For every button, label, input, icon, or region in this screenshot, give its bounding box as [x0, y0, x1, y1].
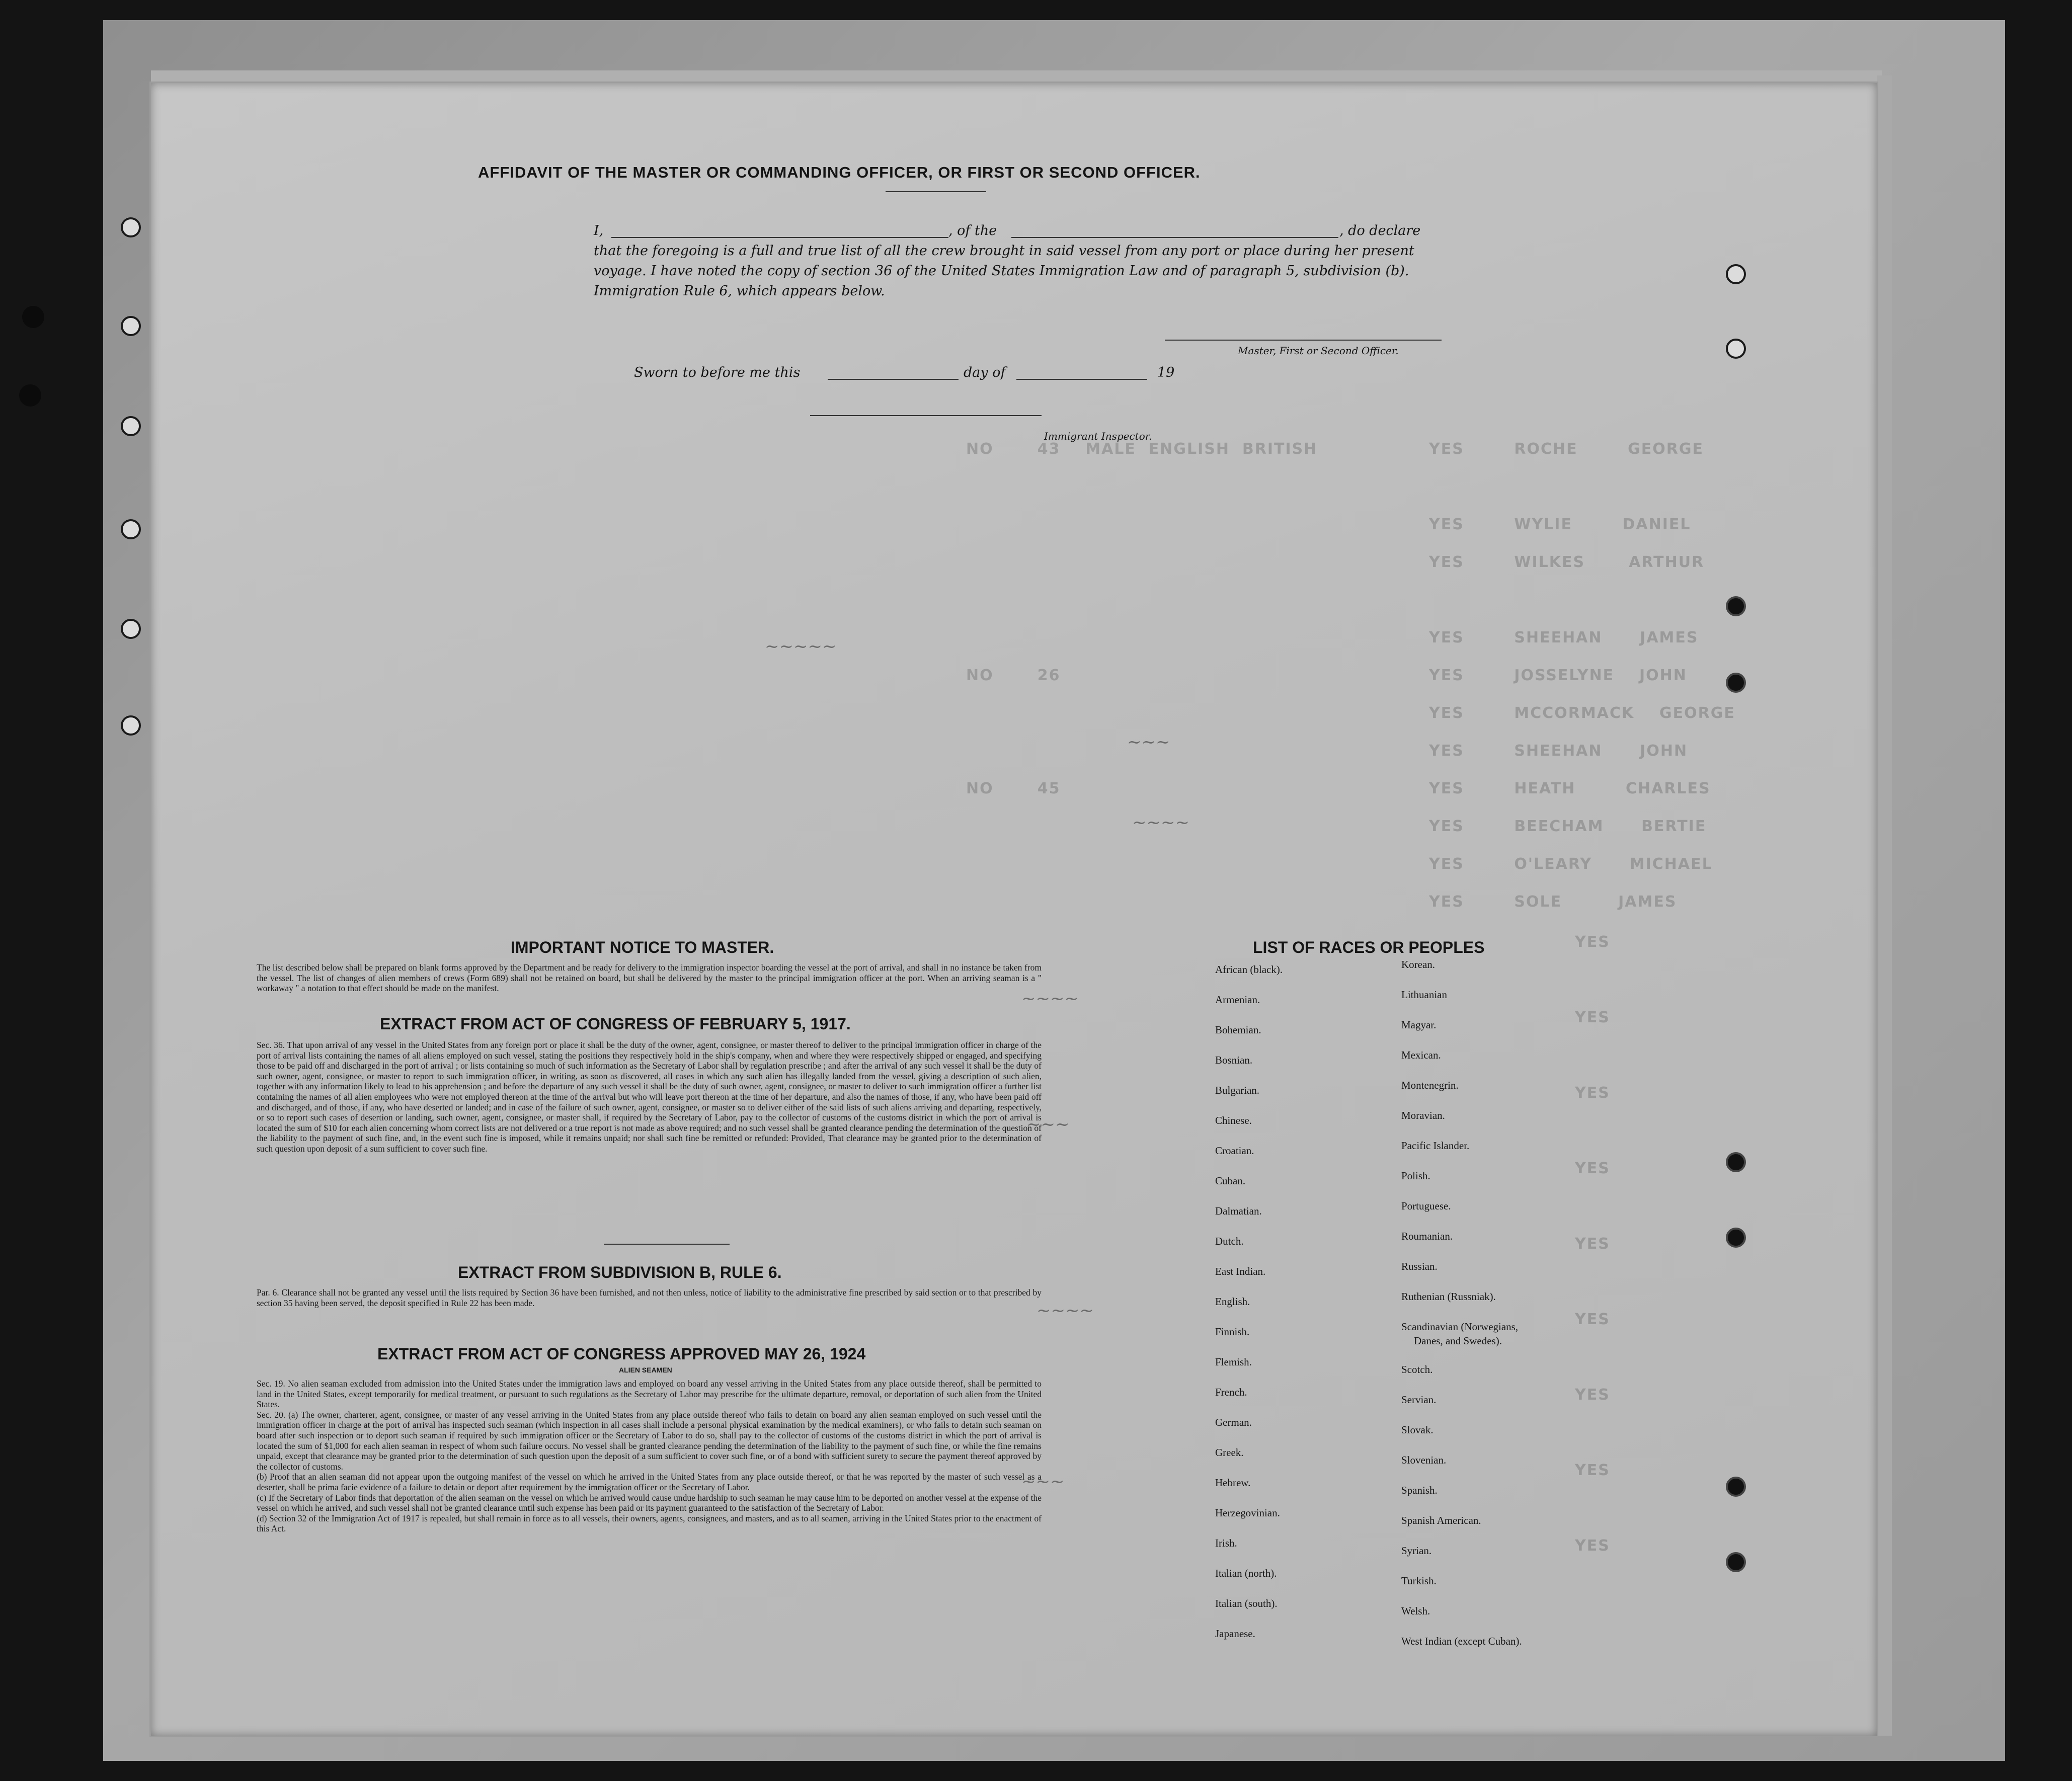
- binder-punch-2: [19, 384, 41, 407]
- bleed-through-text: NO 43 MALE ENGLISH BRITISH: [966, 440, 1318, 458]
- sworn-month-field[interactable]: [1016, 379, 1147, 380]
- races-title: LIST OF RACES OR PEOPLES: [1253, 938, 1485, 956]
- handwritten-mark: ~~~: [1021, 1472, 1065, 1492]
- race-item: Greek.: [1215, 1446, 1244, 1459]
- race-item: Mexican.: [1401, 1049, 1441, 1061]
- section-rule: [604, 1244, 730, 1245]
- act-1924-subtitle: ALIEN SEAMEN: [619, 1366, 672, 1374]
- act-1917-text: Sec. 36. That upon arrival of any vessel in the United States from any foreign port or place it shall be the duty of the owner, agent, consignee, or master thereof to deliver to the principal immigration officer in charge of the port of arrival lists containing the names of all aliens employed on such vessel, stating the positions they respectively hold in the ship's company, when and where they were respectively shipped or engaged, and specifying those to be paid off and discharged in the port of arrival ; or lists containing so much of such information as the Secretary of Labor shall by regulation prescribe ; and after the arrival of any such vessel it shall be the duty of such owner, agent, consignee, or master to report to such immigration officer, in writing, as soon as discovered, all cases in which any such alien has illegally landed from the vessel, giving a description of such alien, together with any information likely to lead to his apprehension ; and before the departure of any such vessel it shall be the duty of such owner, agent, consignee, or master to deliver to such immigration officer a further list containing the names of all alien employees who were not employed thereon at the time of the arrival but who will leave port thereon at the time of her departure, and also the names of those, if any, who have been paid off and discharged, and of those, if any, who have deserted or landed; and in case of the failure of such owner, agent, consignee, or master so to deliver either of the said lists of such aliens arriving and departing, respectively, or so to report such cases of desertion or landing, such owner, agent, consignee, or master shall, if required by the Secretary of Labor, pay to the collector of customs of the customs district in which the port of arrival is located the sum of $10 for each alien concerning whom correct lists are not delivered or a true report is not made as above required; and no such vessel shall be granted clearance pending the determination of the question of the liability to the payment of such fine, and, in the event such fine is imposed, while it remains unpaid; nor shall such fine be remitted or refunded: Provided, That clearance may be granted prior to the determination of such question upon deposit of a sum sufficient to cover such fine.: [257, 1040, 1042, 1154]
- bleed-through-text: YES: [1575, 1386, 1610, 1404]
- act-1917-title: EXTRACT FROM ACT OF CONGRESS OF FEBRUARY 5, 1917.: [380, 1015, 851, 1033]
- page-hole-left-5: [121, 619, 141, 639]
- act-1924-text: [257, 1379, 1042, 1534]
- race-item: Roumanian.: [1401, 1230, 1453, 1242]
- page-hole-left-1: [121, 217, 141, 237]
- race-item: Russian.: [1401, 1260, 1438, 1272]
- page-hole-right-2: [1726, 339, 1746, 359]
- bleed-through-text: YES: [1575, 1160, 1610, 1177]
- race-item: Korean.: [1401, 958, 1436, 970]
- day-of-label: day of: [964, 365, 1006, 380]
- race-item: Bulgarian.: [1215, 1084, 1260, 1096]
- inspector-label: Immigrant Inspector.: [1044, 430, 1152, 442]
- race-item: Cuban.: [1215, 1175, 1246, 1187]
- race-item: Spanish American.: [1401, 1514, 1481, 1526]
- race-item: Bohemian.: [1215, 1024, 1261, 1036]
- race-item: Armenian.: [1215, 994, 1260, 1006]
- bleed-through-text: YES: [1575, 1462, 1610, 1479]
- year-label: 19: [1157, 365, 1175, 380]
- handwritten-mark: ~~~~: [1037, 1301, 1094, 1321]
- race-item: German.: [1215, 1416, 1252, 1428]
- race-item: Chinese.: [1215, 1114, 1252, 1126]
- bleed-through-text: YES SHEEHAN JOHN: [1429, 742, 1688, 760]
- bleed-through-text: YES: [1575, 1084, 1610, 1102]
- bleed-through-text: YES: [1575, 933, 1610, 951]
- officer-name-field[interactable]: [611, 237, 948, 238]
- race-item: Irish.: [1215, 1537, 1237, 1549]
- bleed-through-text: YES: [1575, 1009, 1610, 1026]
- affidavit-do-declare: , do declare: [1339, 223, 1421, 238]
- page-hole-left-4: [121, 519, 141, 539]
- race-item: Finnish.: [1215, 1326, 1250, 1338]
- race-item: Turkish.: [1401, 1575, 1437, 1587]
- act-1924-sec-19: Sec. 19. No alien seaman excluded from admission into the United States under the immigration laws and employed on board any vessel arriving in the United States from any place outside thereof, shall be permitted to land in the United States, except temporarily for medical treatment, or pursuant to such regulations as the Secretary of Labor may prescribe for the ultimate departure, removal, or deportation of such alien from the United States.: [257, 1379, 1042, 1410]
- bleed-through-text: YES HEATH CHARLES: [1429, 780, 1711, 797]
- race-item: Montenegrin.: [1401, 1079, 1459, 1091]
- race-item: Flemish.: [1215, 1356, 1252, 1368]
- race-item: Herzegovinian.: [1215, 1507, 1280, 1519]
- handwritten-mark: ~~~~~: [765, 636, 837, 657]
- race-item: Hebrew.: [1215, 1477, 1251, 1489]
- race-item: Welsh.: [1401, 1605, 1430, 1617]
- notice-title: IMPORTANT NOTICE TO MASTER.: [511, 938, 774, 956]
- affidavit-line-4: Immigration Rule 6, which appears below.: [594, 283, 885, 299]
- act-1924-sec-20a: Sec. 20. (a) The owner, charterer, agent, consignee, or master of any vessel arriving in the United States from any place outside thereof who fails to detain on board any alien seaman employed on such vessel until the immigration officer in charge at the port of arrival has inspected such seaman (which inspection in all cases shall include a personal physical examination by the medical examiners), or who fails to detain such seaman on board after such inspection or to deport such seaman if required by such immigration officer or the Secretary of Labor to do so, shall pay to the collector of customs of the customs district in which the port of arrival is located the sum of $1,000 for each alien seaman in respect of whom such failure occurs. No vessel shall be granted clearance pending the determination of the liability to the payment of such fine, or while the fine remains unpaid, except that clearance may be granted prior to the determination of such question upon the deposit of a sum sufficient to cover such fine, or of a bond with sufficient surety to secure the payment thereof approved by the collector of customs.: [257, 1409, 1042, 1472]
- handwritten-mark: ~~~: [1026, 1114, 1070, 1135]
- race-item: Pacific Islander.: [1401, 1140, 1470, 1152]
- bleed-through-text: YES JOSSELYNE JOHN: [1429, 667, 1687, 684]
- race-item: French.: [1215, 1386, 1247, 1398]
- sworn-label: Sworn to before me this: [634, 365, 801, 380]
- race-item: Bosnian.: [1215, 1054, 1253, 1066]
- inspector-signature-line[interactable]: [810, 415, 1042, 416]
- race-item: Japanese.: [1215, 1628, 1255, 1640]
- race-item: Ruthenian (Russniak).: [1401, 1290, 1496, 1303]
- race-item: Spanish.: [1401, 1484, 1438, 1496]
- page-hole-right-1: [1726, 264, 1746, 284]
- race-item: Moravian.: [1401, 1109, 1445, 1121]
- bleed-through-text: YES: [1575, 1311, 1610, 1328]
- page-hole-right-7: [1726, 1477, 1746, 1497]
- affidavit-line-2: that the foregoing is a full and true list of all the crew brought in said vessel from any port or place during her present: [594, 243, 1414, 259]
- page-hole-right-6: [1726, 1228, 1746, 1248]
- act-1924-sec-20d: (d) Section 32 of the Immigration Act of 1917 is repealed, but shall remain in force as to all vessels, their owners, agents, consignees, and masters, and as to all seamen, arriving in the United States prior to the enactment of this Act.: [257, 1513, 1042, 1534]
- bleed-through-text: NO 45: [966, 780, 1061, 797]
- page-hole-left-6: [121, 715, 141, 736]
- race-item: Italian (north).: [1215, 1567, 1277, 1579]
- master-signature-line[interactable]: [1165, 340, 1442, 341]
- page-hole-right-3: [1726, 596, 1746, 616]
- race-item: East Indian.: [1215, 1265, 1266, 1277]
- race-item: Slovak.: [1401, 1424, 1433, 1436]
- handwritten-mark: ~~~~: [1021, 989, 1079, 1009]
- manifest-page: [151, 83, 1877, 1736]
- race-item: West Indian (except Cuban).: [1401, 1635, 1522, 1647]
- rule-6-text: Par. 6. Clearance shall not be granted any vessel until the lists required by Section 36 have been furnished, and not then unless, notice of liability to the administrative fine prescribed by said section or to that prescribed by section 35 having been served, the deposit specified in Rule 22 has been made.: [257, 1287, 1042, 1308]
- race-item: Croatian.: [1215, 1145, 1254, 1157]
- master-signature-label: Master, First or Second Officer.: [1238, 345, 1399, 357]
- race-item: Danes, and Swedes).: [1414, 1335, 1502, 1347]
- rule-6-title: EXTRACT FROM SUBDIVISION B, RULE 6.: [458, 1263, 782, 1281]
- bleed-through-text: YES MCCORMACK GEORGE: [1429, 704, 1735, 722]
- race-item: English.: [1215, 1296, 1250, 1308]
- binder-punch-1: [22, 306, 44, 328]
- bleed-through-text: NO 26: [966, 667, 1061, 684]
- bleed-through-text: YES WYLIE DANIEL: [1429, 516, 1691, 533]
- bleed-through-text: YES SOLE JAMES: [1429, 893, 1677, 911]
- handwritten-mark: ~~~~: [1132, 813, 1189, 833]
- bleed-through-text: YES: [1575, 1235, 1610, 1253]
- bleed-through-text: YES SHEEHAN JAMES: [1429, 629, 1699, 646]
- act-1924-sec-20c: (c) If the Secretary of Labor finds that deportation of the alien seaman on the vessel on which he arrived would cause undue hardship to such seaman he may cause him to be deported on another vessel at the expense of the vessel on which he arrived, and such vessel shall not be granted clearance until such expense has been paid or its payment guaranteed to the satisfaction of the Secretary of Labor.: [257, 1492, 1042, 1513]
- race-item: Scandinavian (Norwegians,: [1401, 1321, 1519, 1333]
- race-item: Slovenian.: [1401, 1454, 1447, 1466]
- vessel-name-field[interactable]: [1011, 237, 1338, 238]
- sworn-day-field[interactable]: [828, 379, 959, 380]
- bleed-through-text: YES BEECHAM BERTIE: [1429, 818, 1707, 835]
- race-item: Dutch.: [1215, 1235, 1244, 1247]
- title-rule: [886, 191, 986, 192]
- page-edge-top: [151, 70, 1882, 82]
- page-hole-right-8: [1726, 1552, 1746, 1572]
- race-item: African (black).: [1215, 963, 1283, 976]
- bleed-through-text: YES: [1575, 1537, 1610, 1555]
- handwritten-mark: ~~~: [1127, 732, 1170, 752]
- page-hole-right-5: [1726, 1152, 1746, 1172]
- bleed-through-text: YES ROCHE GEORGE: [1429, 440, 1704, 458]
- affidavit-of-the: , of the: [948, 223, 997, 238]
- race-item: Polish.: [1401, 1170, 1430, 1182]
- race-item: Scotch.: [1401, 1363, 1433, 1375]
- act-1924-title: EXTRACT FROM ACT OF CONGRESS APPROVED MAY 26, 1924: [377, 1345, 866, 1363]
- race-item: Magyar.: [1401, 1019, 1437, 1031]
- affidavit-title: AFFIDAVIT OF THE MASTER OR COMMANDING OFFICER, OR FIRST OR SECOND OFFICER.: [478, 164, 1201, 181]
- race-item: Servian.: [1401, 1394, 1437, 1406]
- page-edge-right: [1877, 75, 1892, 1736]
- bleed-through-text: YES O'LEARY MICHAEL: [1429, 855, 1713, 873]
- page-hole-right-4: [1726, 673, 1746, 693]
- race-item: Syrian.: [1401, 1545, 1432, 1557]
- race-item: Lithuanian: [1401, 989, 1447, 1001]
- affidavit-i-label: I,: [594, 223, 604, 238]
- notice-text: The list described below shall be prepared on blank forms approved by the Department and be ready for delivery to the immigration inspector boarding the vessel at the port of arrival, and shall in no instance be taken from the vessel. The list of changes of alien members of crews (Form 689) shall not be retained on board, but shall be delivered by the master to the principal immigration officer at the port. When an arriving seaman is a " workaway " a notation to that effect should be made on the manifest.: [257, 962, 1042, 994]
- race-item: Portuguese.: [1401, 1200, 1451, 1212]
- page-hole-left-3: [121, 416, 141, 436]
- act-1924-sec-20b: (b) Proof that an alien seaman did not appear upon the outgoing manifest of the vessel on which he arrived in the United States from any place outside thereof, or that he was reported by the master of such vessel as a deserter, shall be prima facie evidence of a failure to detain or deport after requirement by the immigration officer or the Secretary of Labor.: [257, 1472, 1042, 1492]
- race-item: Dalmatian.: [1215, 1205, 1262, 1217]
- page-hole-left-2: [121, 316, 141, 336]
- bleed-through-text: YES WILKES ARTHUR: [1429, 553, 1705, 571]
- affidavit-line-3: voyage. I have noted the copy of section 36 of the United States Immigration Law and of paragraph 5, subdivision (b).: [594, 263, 1409, 279]
- race-item: Italian (south).: [1215, 1597, 1278, 1609]
